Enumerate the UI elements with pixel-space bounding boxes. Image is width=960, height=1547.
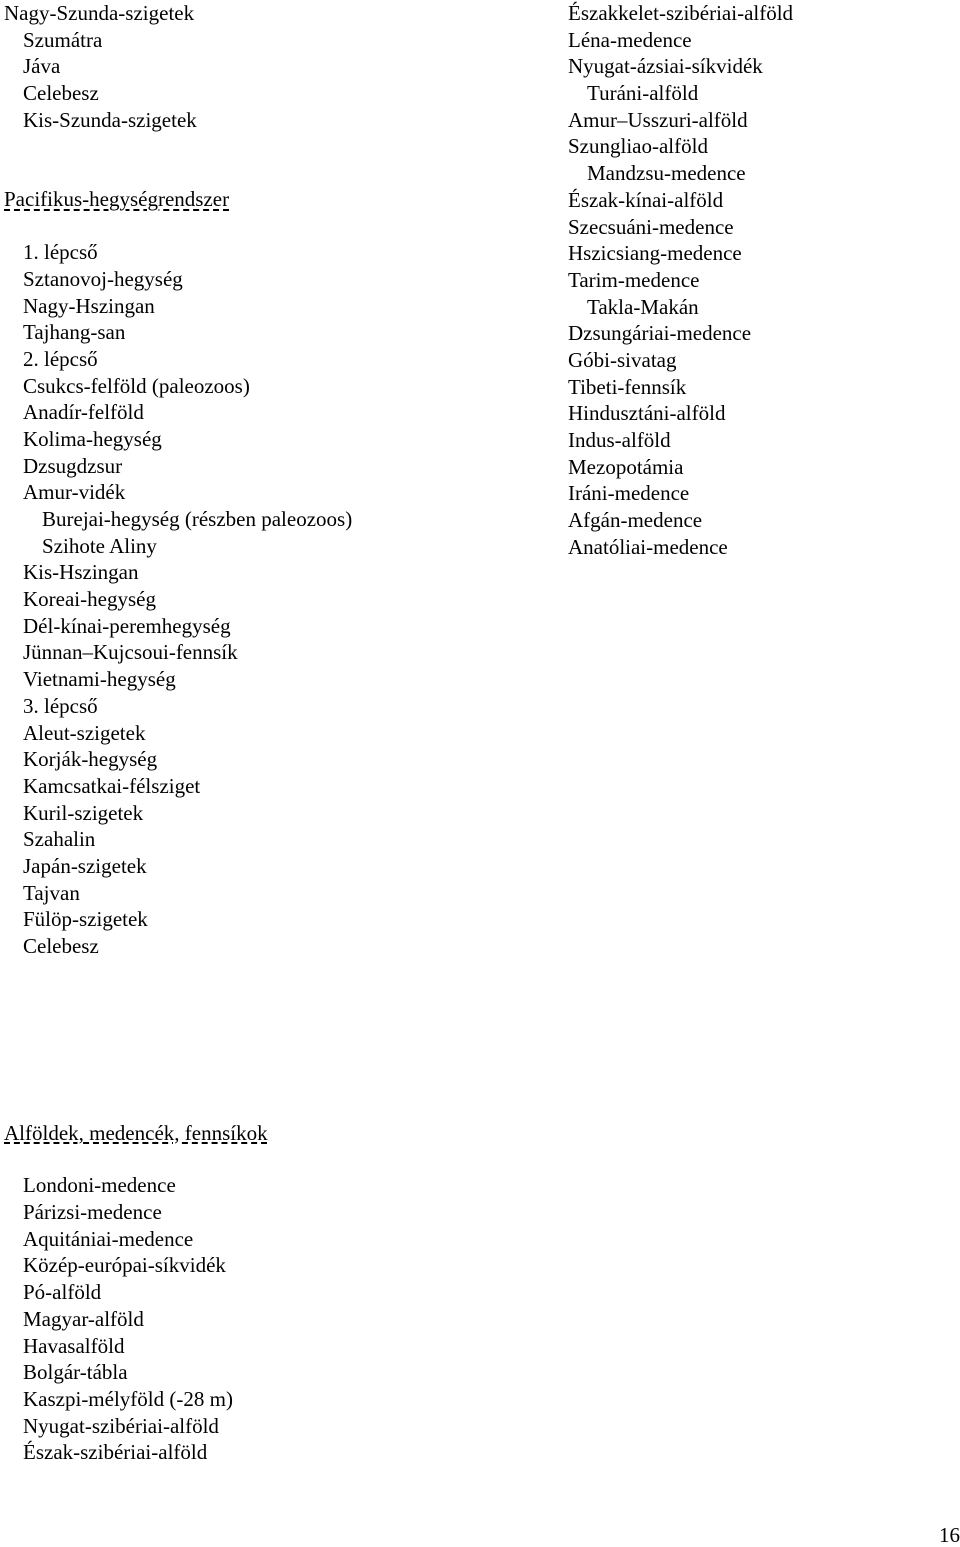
list-item: Amur–Usszuri-alföld [568,107,748,132]
list-subitem: Mandzsu-medence [587,161,746,186]
list-item: Közép-európai-síkvidék [23,1253,226,1278]
list-item: Hszicsiang-medence [568,241,742,266]
list-item: Korják-hegység [23,747,158,772]
list-item: Nagy-Szunda-szigetek [4,1,195,25]
list-item: Párizsi-medence [23,1200,162,1225]
list-item: Dzsugdzsur [23,453,123,478]
list-item: Japán-szigetek [23,853,147,878]
list-item: Kamcsatkai-félsziget [23,773,201,798]
list-item: Anatóliai-medence [568,534,728,559]
list-item: Amur-vidék [23,480,126,505]
right-column [568,0,958,560]
list-item: Vietnami-hegység [23,667,176,692]
list-item: Dél-kínai-peremhegység [23,613,231,638]
section-heading-lowlands: Alföldek, medencék, fennsíkok [4,1120,268,1145]
list-item: Hindusztáni-alföld [568,401,726,426]
list-subitem: Takla-Makán [587,294,699,319]
page-number: 16 [939,1523,960,1547]
list-item: Kuril-szigetek [23,800,144,825]
step-label: 2. lépcső [23,346,98,371]
island-list [4,0,544,133]
list-item: Sztanovoj-hegység [23,266,183,291]
list-item: Tajhang-san [23,320,126,345]
list-item: Iráni-medence [568,481,690,506]
list-item: Magyar-alföld [23,1306,144,1331]
list-item: Kis-Hszingan [23,560,139,585]
list-item: Dzsungáriai-medence [568,321,752,346]
list-item: Szumátra [23,27,103,52]
list-item: Szungliao-alföld [568,134,708,159]
list-item: Nagy-Hszingan [23,293,155,318]
list-subitem: Szihote Aliny [42,533,157,558]
list-item: Londoni-medence [23,1173,176,1198]
list-item: Tibeti-fennsík [568,374,687,399]
list-item: Koreai-hegység [23,587,156,612]
list-item: Jáva [23,54,61,79]
list-item: Góbi-sivatag [568,347,677,372]
spacer [4,133,544,186]
list-item: Mezopotámia [568,454,684,479]
list-item: Afgán-medence [568,508,703,533]
list-subitem: Turáni-alföld [587,81,699,106]
list-item: Tarim-medence [568,267,700,292]
list-item: Észak-szibériai-alföld [23,1440,208,1465]
list-subitem: Burejai-hegység (részben paleozoos) [42,507,353,531]
list-item: Csukcs-felföld (paleozoos) [23,373,250,398]
list-item: Északkelet-szibériai-alföld [568,1,794,25]
left-column [4,0,544,1466]
list-item: Fülöp-szigetek [23,907,148,932]
list-item: Nyugat-szibériai-alföld [23,1413,219,1438]
list-item: Celebesz [23,934,99,958]
list-item: Jünnan–Kujcsoui-fennsík [23,640,238,665]
list-item: Szecsuáni-medence [568,214,734,239]
list-item: Indus-alföld [568,428,671,452]
list-item: Szahalin [23,827,96,852]
spacer [4,1146,544,1172]
list-item: Kaszpi-mélyföld (-28 m) [23,1386,233,1411]
step-label: 1. lépcső [23,240,98,265]
list-item: Celebesz [23,81,99,106]
list-item: Havasalföld [23,1333,125,1358]
list-item: Aleut-szigetek [23,720,146,745]
list-item: Aquitániai-medence [23,1226,194,1251]
list-item: Tajvan [23,880,80,905]
spacer [4,960,544,1120]
list-item: Kis-Szunda-szigetek [23,107,197,132]
section-heading-pacific: Pacifikus-hegységrendszer [4,187,230,212]
step-label: 3. lépcső [23,693,98,718]
list-item: Nyugat-ázsiai-síkvidék [568,54,763,79]
list-item: Bolgár-tábla [23,1360,128,1385]
list-item: Észak-kínai-alföld [568,187,724,212]
list-item: Kolima-hegység [23,426,162,451]
list-item: Anadír-felföld [23,400,144,425]
list-item: Léna-medence [568,27,692,52]
spacer [4,213,544,239]
list-item: Pó-alföld [23,1280,102,1305]
